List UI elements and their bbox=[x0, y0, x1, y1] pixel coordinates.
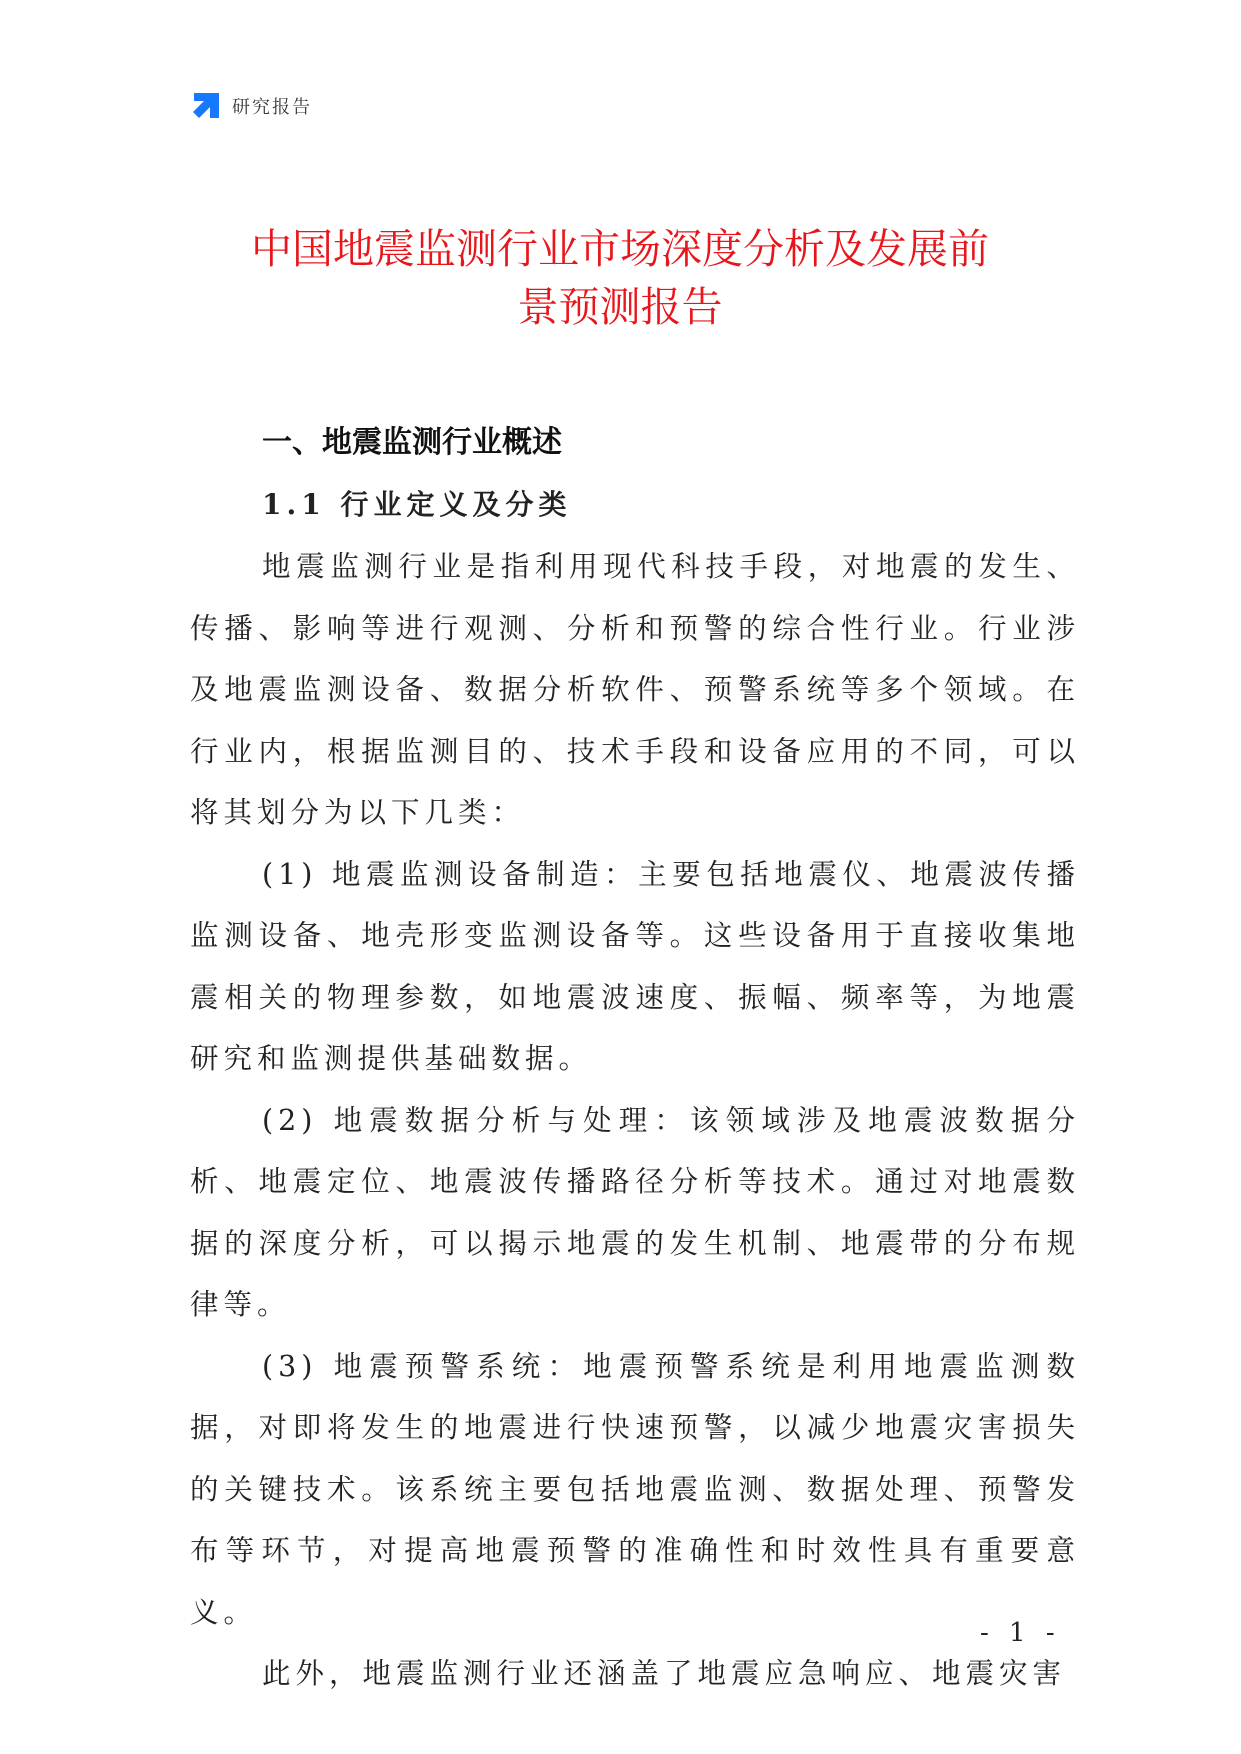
paragraph-category-3: (3) 地震预警系统：地震预警系统是利用地震监测数据，对即将发生的地震进行快速预警，以减少地震灾害损失的关键技术。该系统主要包括地震监测、数据处理、预警发布等环节，对提高地震预警的准确性和时效性具有重要意义。 bbox=[190, 1349, 1080, 1629]
section-heading: 一、地震监测行业概述 bbox=[262, 425, 562, 460]
arrow-up-right-icon bbox=[190, 90, 222, 122]
header-label: 研究报告 bbox=[232, 97, 312, 118]
report-title-line-1: 中国地震监测行业市场深度分析及发展前 bbox=[251, 225, 989, 273]
paragraph-category-2: (2) 地震数据分析与处理：该领域涉及地震波数据分析、地震定位、地震波传播路径分析等技术。通过对地震数据的深度分析，可以揭示地震的发生机制、地震带的分布规律等。 bbox=[190, 1103, 1080, 1321]
paragraph-definition: 地震监测行业是指利用现代科技手段，对地震的发生、传播、影响等进行观测、分析和预警的综合性行业。行业涉及地震监测设备、数据分析软件、预警系统等多个领域。在行业内，根据监测目的、技术手段和设备应用的不同，可以将其划分为以下几类： bbox=[190, 550, 1080, 829]
page-number: - 1 - bbox=[980, 1618, 1061, 1648]
paragraph-category-1: (1) 地震监测设备制造：主要包括地震仪、地震波传播监测设备、地壳形变监测设备等。这些设备用于直接收集地震相关的物理参数，如地震波速度、振幅、频率等，为地震研究和监测提供基础数据。 bbox=[190, 857, 1080, 1075]
report-title bbox=[190, 220, 1050, 336]
report-body bbox=[190, 412, 1080, 1705]
report-header bbox=[190, 88, 312, 124]
paragraph-additional: 此外，地震监测行业还涵盖了地震应急响应、地震灾害 bbox=[262, 1657, 1067, 1690]
subsection-heading: 1.1 行业定义及分类 bbox=[262, 488, 572, 521]
report-title-line-2: 景预测报告 bbox=[517, 283, 723, 331]
